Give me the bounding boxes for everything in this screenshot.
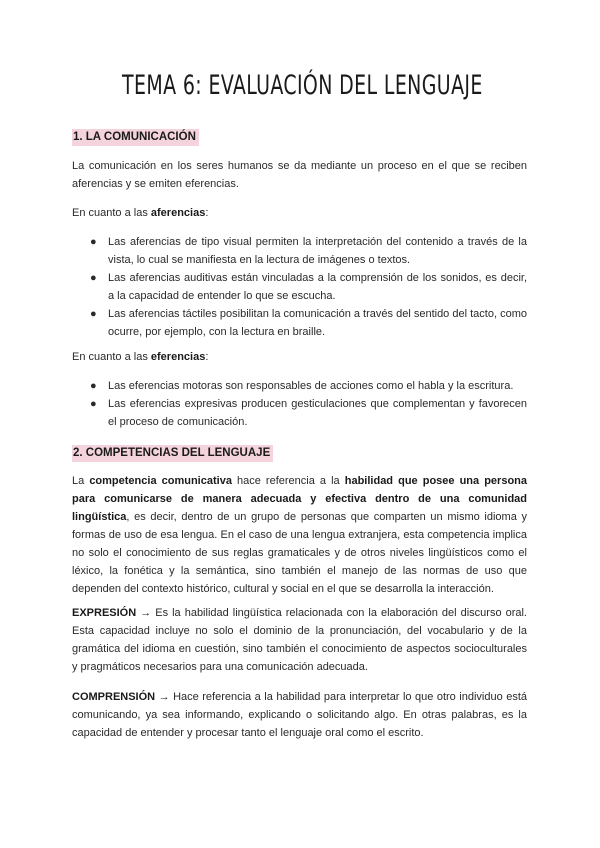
eferencias-colon: : [205,351,209,363]
bullet-icon: ● [90,380,97,392]
eferencias-term: eferencias [150,351,206,363]
expresion-text: Es la habilidad lingüística relacionada con la elaboración del discurso oral. Esta capacidad incluye no solo el dominio de la pronunciación, del vocabulario y de la gramática del idioma en cuestión, sino también el conocimiento de aspectos socioculturales y pragmáticos necesarios para una comunicación adecuada. [72,607,527,673]
bullet-icon: ● [90,236,97,248]
section-1-heading: 1. LA COMUNICACIÓN [72,129,199,146]
list-item-text: Las aferencias de tipo visual permiten la interpretación del contenido a través de la vista, lo cual se manifiesta en la lectura de imágenes o textos. [108,236,527,266]
list-item-text: Las eferencias motoras son responsables de acciones como el habla y la escritura. [108,380,514,392]
list-item-text: Las eferencias expresivas producen gesticulaciones que complementan y favorecen el proceso de comunicación. [108,398,527,428]
competencia-text-a: La [72,475,90,487]
competencia-paragraph [72,472,527,598]
comprension-paragraph [72,688,527,742]
aferencias-list [72,233,527,341]
bullet-icon: ● [90,272,97,284]
section-1-heading-wrap [72,127,527,146]
expresion-term: EXPRESIÓN → [72,607,152,619]
section-2-heading: 2. COMPETENCIAS DEL LENGUAJE [72,445,273,462]
list-item [72,395,527,431]
comprension-text: Hace referencia a la habilidad para interpretar lo que otro individuo está comunicando, ya sea informando, explicando o solicitando algo. En otras palabras, es la capacidad de entender y procesar tanto el lenguaje oral como el escrito. [72,691,527,739]
list-item-text: Las aferencias táctiles posibilitan la comunicación a través del sentido del tacto, como ocurre, por ejemplo, con la lectura en braille. [108,308,527,338]
eferencias-lead [72,348,527,366]
comprension-term: COMPRENSIÓN → [72,691,170,703]
aferencias-lead-text: En cuanto a las [72,207,151,219]
section-1-intro: La comunicación en los seres humanos se da mediante un proceso en el que se reciben aferencias y se emiten eferencias. [72,160,527,190]
list-item [72,305,527,341]
aferencias-term: aferencias [150,207,206,219]
list-item-text: Las aferencias auditivas están vinculadas a la comprensión de los sonidos, es decir, a la capacidad de entender lo que se escucha. [108,272,527,302]
aferencias-colon: : [205,207,209,219]
expresion-paragraph [72,604,527,676]
aferencias-lead [72,204,527,222]
list-item [72,233,527,269]
competencia-definition: habilidad que posee una persona para comunicarse de manera adecuada y efectiva dentro de una comunidad lingüística [72,475,528,523]
competencia-text-c: hace referencia a la [231,475,345,487]
eferencias-lead-text: En cuanto a las [72,351,151,363]
bullet-icon: ● [90,308,97,320]
bullet-icon: ● [90,398,97,410]
competencia-term: competencia comunicativa [89,475,232,487]
competencia-text-e: , es decir, dentro de un grupo de personas que comparten un mismo idioma y formas de uso de esa lengua. En el caso de una lengua extranjera, esta competencia implica no solo el conocimiento de sus reglas gramaticales y de otros niveles lingüísticos como el léxico, la fonética y la semántica, sino también el manejo de las normas de uso que dependen del contexto histórico, cultural y social en el que se desarrolla la interacción. [72,511,527,595]
list-item [72,269,527,305]
list-item [72,377,527,395]
section-2-heading-wrap [72,443,527,462]
page-title: TEMA 6: EVALUACIÓN DEL LENGUAJE [122,70,483,101]
eferencias-list [72,377,527,431]
